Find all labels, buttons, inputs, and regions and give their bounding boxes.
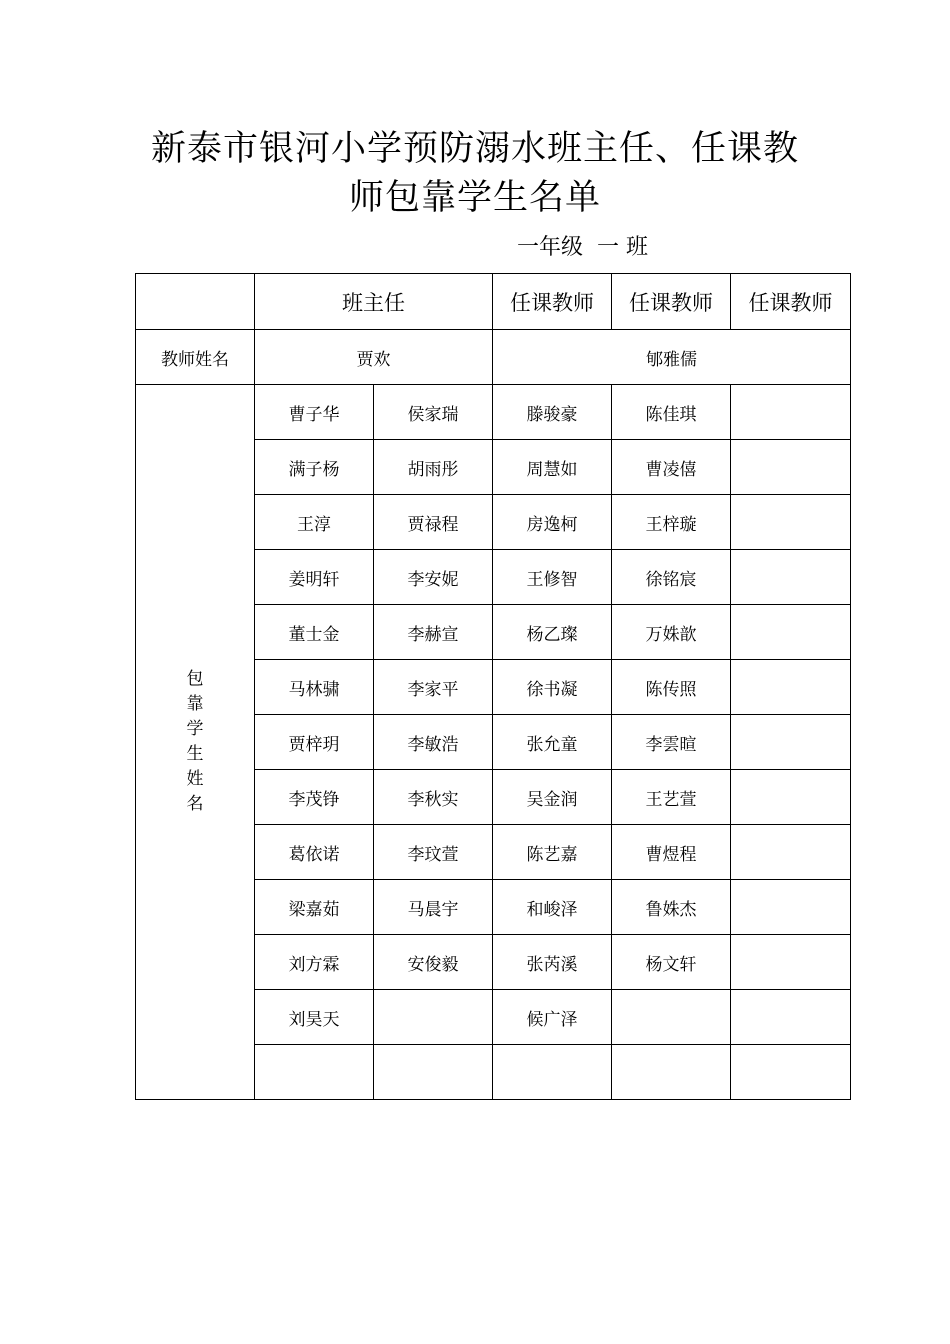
student-name-cell: 张芮溪 [493,935,612,990]
student-name-cell: 满子杨 [255,440,374,495]
student-name-cell [731,935,851,990]
header-subject-teacher-1: 任课教师 [493,274,612,330]
student-assignment-table [135,273,851,1100]
student-name-cell: 滕骏豪 [493,385,612,440]
student-name-cell [612,1045,731,1100]
student-name-cell: 徐书凝 [493,660,612,715]
student-name-cell: 马林骕 [255,660,374,715]
student-name-cell: 杨文轩 [612,935,731,990]
student-name-cell: 张允童 [493,715,612,770]
student-name-cell [731,495,851,550]
student-name-cell: 周慧如 [493,440,612,495]
student-name-cell [255,1045,374,1100]
student-name-cell: 刘方霖 [255,935,374,990]
student-names-label [136,385,255,1100]
student-name-cell: 陈艺嘉 [493,825,612,880]
student-name-cell [731,605,851,660]
document-title-line-1: 新泰市银河小学预防溺水班主任、任课教 [150,129,799,169]
student-name-cell: 董士金 [255,605,374,660]
header-head-teacher: 班主任 [255,274,493,330]
table-row [136,385,851,440]
student-name-cell: 鲁姝杰 [612,880,731,935]
student-name-cell: 李敏浩 [374,715,493,770]
student-name-cell [731,770,851,825]
student-name-cell [731,825,851,880]
student-name-cell: 徐铭宸 [612,550,731,605]
student-name-cell: 曹煜程 [612,825,731,880]
student-name-cell [374,990,493,1045]
student-name-cell [731,660,851,715]
grade-class-label: 一年级 一 班 [517,235,648,260]
student-name-cell [612,990,731,1045]
student-name-cell: 刘昊天 [255,990,374,1045]
student-name-cell: 王淳 [255,495,374,550]
student-name-cell: 曹凌僖 [612,440,731,495]
header-subject-teacher-2: 任课教师 [612,274,731,330]
student-name-cell: 贾梓玥 [255,715,374,770]
student-name-cell: 李赫宣 [374,605,493,660]
subject-teacher-name: 郇雅儒 [493,330,851,385]
student-name-cell [374,1045,493,1100]
student-name-cell: 陈传照 [612,660,731,715]
student-name-cell [731,715,851,770]
student-name-cell: 王梓璇 [612,495,731,550]
student-name-cell: 曹子华 [255,385,374,440]
student-name-cell: 安俊毅 [374,935,493,990]
student-name-cell: 李玟萱 [374,825,493,880]
student-name-cell: 李安妮 [374,550,493,605]
student-name-cell: 和峻泽 [493,880,612,935]
header-corner-cell [136,274,255,330]
head-teacher-name: 贾欢 [255,330,493,385]
student-name-cell: 房逸柯 [493,495,612,550]
student-names-label-text: 包靠学生姓名 [186,669,204,814]
student-name-cell [731,550,851,605]
student-name-cell: 陈佳琪 [612,385,731,440]
student-name-cell: 姜明轩 [255,550,374,605]
document-title-line-2: 师包靠学生名单 [348,178,601,218]
student-name-cell: 万姝歆 [612,605,731,660]
student-name-cell: 吴金润 [493,770,612,825]
header-row [136,274,851,330]
student-name-cell: 马晨宇 [374,880,493,935]
teacher-name-label: 教师姓名 [136,330,255,385]
student-name-cell [731,385,851,440]
teacher-name-row [136,330,851,385]
student-name-cell [731,1045,851,1100]
student-name-cell: 侯家瑞 [374,385,493,440]
student-name-cell: 王艺萱 [612,770,731,825]
student-name-cell: 李家平 [374,660,493,715]
student-name-cell: 梁嘉茹 [255,880,374,935]
student-name-cell: 胡雨彤 [374,440,493,495]
student-name-cell: 贾禄程 [374,495,493,550]
student-name-cell: 杨乙璨 [493,605,612,660]
student-name-cell: 葛依诺 [255,825,374,880]
student-name-cell [493,1045,612,1100]
student-name-cell: 王修智 [493,550,612,605]
student-name-cell [731,440,851,495]
header-subject-teacher-3: 任课教师 [731,274,851,330]
student-name-cell: 李茂铮 [255,770,374,825]
student-name-cell [731,880,851,935]
student-name-cell: 李秋实 [374,770,493,825]
student-name-cell [731,990,851,1045]
student-name-cell: 候广泽 [493,990,612,1045]
student-name-cell: 李雲暄 [612,715,731,770]
